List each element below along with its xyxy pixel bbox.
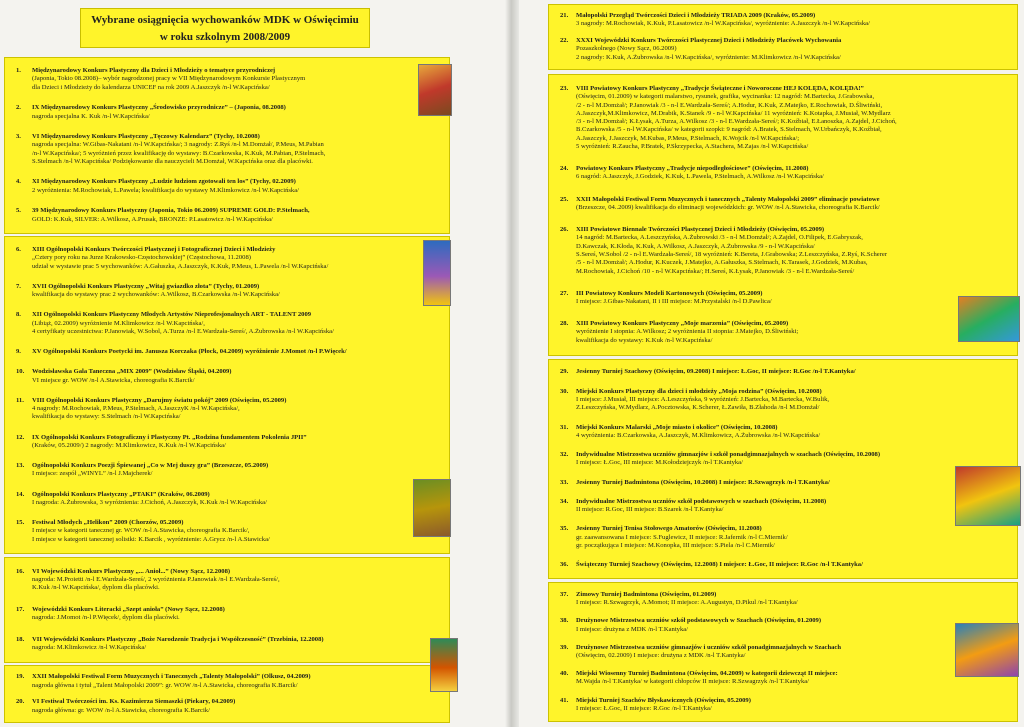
achievement-text-line: 5 wyróżnień: R.Zaucha, P.Bratek, P.Skrzypecka, A.Stachera, M.Zajas /n-l W.Kapcińska/ xyxy=(576,143,809,151)
achievement-text-line: XXXI Wojewódzki Konkurs Twórczości Plastycznej Dzieci i Młodzieży Placówek Wychowania xyxy=(576,36,842,44)
achievement-text-line: Małopolski Przegląd Twórczości Dzieci i Młodzieży TRIADA 2009 (Kraków, 05.2009) xyxy=(576,12,816,20)
achievement-text-line: Ogólnopolski Konkurs Poezji Śpiewanej „Co w Mej duszy gra” (Brzeszcze, 05.2009) xyxy=(32,462,269,470)
achievement-number: 10. xyxy=(16,368,25,376)
achievement-number: 36. xyxy=(560,561,569,569)
achievement-text-line: nagroda specjalna K. Kuk /n-l W.Kapcińska/ xyxy=(32,112,150,120)
achievement-text-line: (Kraków, 05.2009/) 2 nagrody: M.Klimkowicz, K.Kuk /n-l W.Kapcińska/ xyxy=(32,441,226,449)
achievement-number: 18. xyxy=(16,635,25,643)
achievement-number: 38. xyxy=(560,617,569,625)
achievement-text-line: gr. początkująca I miejsce: M.Konopka, III miejsce: S.Piela /n-l C.Miernik/ xyxy=(576,541,775,549)
achievement-number: 13. xyxy=(16,462,25,470)
artwork-thumbnail xyxy=(423,240,451,306)
achievement-number: 15. xyxy=(16,519,25,527)
achievement-number: 4. xyxy=(16,178,21,186)
achievement-text-line: udział w wystawie prac 5 wychowanków: A.Gałuszka, A.Jaszczyk, K.Kuk, P.Meus, L.Pawela /n-l W.Kapcińska/ xyxy=(32,262,329,270)
achievement-text-line: gr. zaawansowana I miejsce: S.Fuglewicz, II miejsce: R.Jafernik /n-l C.Miernik/ xyxy=(576,533,788,541)
achievement-number: 12. xyxy=(16,433,25,441)
achievement-text-line: Międzynarodowy Konkurs Plastyczny dla Dzieci i Młodzieży o tematyce przyrodniczej xyxy=(32,67,276,75)
achievement-text-line: Jesienny Turniej Tenisa Stołowego Amatorów (Oświęcim, 11.2008) xyxy=(576,525,762,533)
achievement-text-line: Z.Leszczyńska, W.Mydlarz, A.Pocztowska, K.Scherer, Ł.Zawiła, B.Złahoda /n-l M.Domżał/ xyxy=(576,404,820,412)
achievement-text-line: nagroda: M.Proietti /n-l E.Wardzała-Sereś/, 2 wyróżnienia P.Janowiak /n-l E.Wardzała-Sereś/, xyxy=(32,575,280,583)
achievement-number: 16. xyxy=(16,567,25,575)
achievement-number: 32. xyxy=(560,451,569,459)
achievement-text-line: Indywidualne Mistrzostwa uczniów szkół podstawowych w szachach (Oświęcim, 11.2008) xyxy=(576,497,827,505)
achievement-text-line: I miejsce w kategorii tanecznej gr. WOW /n-l A.Stawicka, choreografia K.Barcik/, xyxy=(32,527,250,535)
achievement-text-line: VI miejsce gr. WOW /n-l A.Stawicka, choreografia K.Barcik/ xyxy=(32,376,195,384)
achievement-text-line: 4 certyfikaty uczestnictwa: P.Janowiak, W.Sobol, A.Turza /n-l E.Wardzała-Sereś/, A.Żubrowska /n-l W.Kapcińska/ xyxy=(32,327,334,335)
achievement-text-line: I miejsce: Ł.Goc, II miejsce: R.Goc /n-l T.Kantyka/ xyxy=(576,704,712,712)
achievement-number: 26. xyxy=(560,226,569,234)
achievement-number: 39. xyxy=(560,643,569,651)
title-box xyxy=(80,8,370,48)
achievement-text-line: S.Stelmach /n-l W.Kapcińska/ Podziękowanie dla nauczycieli M.Domżał, W.Kapcińska oraz dla placówki. xyxy=(32,157,313,165)
achievement-text-line: Drużynowe Mistrzostwa uczniów szkół podstawowych w Szachach (Oświęcim, 01.2009) xyxy=(576,617,822,625)
achievement-text-line: Zimowy Turniej Badmintona (Oświęcim, 01.2009) xyxy=(576,590,717,598)
achievement-text-line: XVII Ogólnopolski Konkurs Plastyczny „Witaj gwiazdko złota” (Tychy, 01.2009) xyxy=(32,282,260,290)
achievement-number: 19. xyxy=(16,673,25,681)
achievement-number: 17. xyxy=(16,605,25,613)
achievement-text-line: I nagroda: A.Żubrowska, 3 wyróżnienia: J.Cichoń, A.Jaszczyk, K.Kuk /n-l W.Kapcińska/ xyxy=(32,498,267,506)
achievement-number: 37. xyxy=(560,590,569,598)
achievement-text-line: VI Wojewódzki Konkurs Plastyczny „... Anioł...” (Nowy Sącz, 12.2008) xyxy=(32,567,231,575)
achievement-text-line: kwalifikacja do wystawy: S.Stelmach /n-l W.Kapcińska/ xyxy=(32,413,181,421)
achievement-number: 3. xyxy=(16,133,21,141)
achievement-text-line: M.Wajda /n-l T.Kantyka/ w kategorii chłopców II miejsce: R.Szwagrzyk /n-l T.Kantyka/ xyxy=(576,678,809,686)
achievement-text-line: Pozaszkolnego (Nowy Sącz, 06.2009) xyxy=(576,45,677,53)
achievement-text-line: I miejsce: Ł.Goc, III miejsce: M.Kołodziejczyk /n-l T.Kantyka/ xyxy=(576,459,743,467)
achievement-number: 20. xyxy=(16,698,25,706)
achievement-number: 31. xyxy=(560,423,569,431)
achievement-text-line: Indywidualne Mistrzostwa uczniów gimnazjów i szkół ponadgimnazjalnych w szachach (Oświęcim, 10.2008) xyxy=(576,451,881,459)
achievement-text-line: VI Festiwal Twórczości im. Ks. Kazimierza Siemaszki (Piekary, 04.2009) xyxy=(32,698,236,706)
achievement-number: 7. xyxy=(16,282,21,290)
achievement-text-line: I miejsce: J.Gibas-Nakatani, II i III miejsce: M.Przystalski /n-l D.Pawlica/ xyxy=(576,298,772,306)
achievement-number: 41. xyxy=(560,696,569,704)
achievement-number: 27. xyxy=(560,289,569,297)
achievement-text-line: (Japonia, Tokio 08.2008)– wybór nagrodzonej pracy w VII Międzynarodowym Konkursie Plastycznym xyxy=(32,75,306,83)
achievement-number: 8. xyxy=(16,311,21,319)
achievement-text-line: A.Jaszczyk,M.Klimkowicz, M.Drabik, K.Stanek /9 - n-l W.Kapcińska/ 11 wyróżnień: K.Kotapka, J.Musiał, W.Mydlarz xyxy=(576,109,891,117)
achievement-text-line: /5 - n-l M.Domżał/; A.Hodur, K.Kuczek, J.Matejko, A.Gałuszka, S.Stelmach, K.Tarasek, J.Godziek, M.Kubas, xyxy=(576,259,868,267)
achievement-text-line: II miejsce: R.Goc, III miejsce: B.Szarek /n-l T.Kantyka/ xyxy=(576,506,724,514)
achievement-text-line: K.Kuk /n-l W.Kapcińska/, dyplom dla placówki. xyxy=(32,584,160,592)
achievement-text-line: Drużynowe Mistrzostwa uczniów gimnazjów i uczniów szkół ponadgimnazjalnych w Szachach xyxy=(576,643,842,651)
achievement-text-line: XIII Powiatowy Konkurs Plastyczny „Moje marzenia” (Oświęcim, 05.2009) xyxy=(576,320,789,328)
achievement-text-line: Jesienny Turniej Badmintona (Oświęcim, 10.2008) I miejsce: R.Szwagrzyk /n-l T.Kantyka/ xyxy=(576,478,830,486)
achievement-number: 21. xyxy=(560,12,569,20)
page-gutter xyxy=(505,0,519,727)
achievement-text-line: kwalifikacja do wystawy: K.Kuk /n-l W.Kapcińska/ xyxy=(576,336,713,344)
achievement-number: 35. xyxy=(560,525,569,533)
achievement-number: 2. xyxy=(16,104,21,112)
achievement-number: 29. xyxy=(560,368,569,376)
achievement-text-line: 14 nagród: M.Bartecka, A.Leszczyńska, A.Żubrowski /3 - n-l M.Domżał/; A.Zajdel, O.Filipek, E.Gabryszak, xyxy=(576,234,863,242)
achievement-text-line: IX Ogólnopolski Konkurs Fotograficzny i Plastyczny Pt. „Rodzina fundamentem Pokolenia JPII” xyxy=(32,433,307,441)
achievement-text-line: B.Czarkowska /5 - n-l W.Kapcińska/ w kategorii szopki: 9 nagród: A.Bratek, S.Stelmach, W.Urbańczyk, K.Koźbiał, xyxy=(576,126,882,134)
achievement-number: 5. xyxy=(16,207,21,215)
achievement-text-line: Miejski Konkurs Plastyczny dla dzieci i młodzieży „Moja rodzina” (Oświęcim, 10.2008) xyxy=(576,387,822,395)
achievement-number: 24. xyxy=(560,165,569,173)
achievement-text-line: Świąteczny Turniej Szachowy (Oświęcim, 12.2008) I miejsce: Ł.Goc, II miejsce: R.Goc /n-l T.Kantyka/ xyxy=(576,561,863,569)
achievement-number: 25. xyxy=(560,195,569,203)
achievement-text-line: 4 nagrody: M.Rochowiak, P.Meus, P.Stelmach, A.JaszczyK /n-l W.Kapcińska/, xyxy=(32,405,240,413)
artwork-thumbnail xyxy=(958,296,1020,342)
achievement-text-line: XXII Małopolski Festiwal Form Muzycznych i Tanecznych „Talenty Małopolski” (Olkusz, 04.2009) xyxy=(32,673,311,681)
achievement-number: 9. xyxy=(16,348,21,356)
achievement-text-line: XI Międzynarodowy Konkurs Plastyczny „Ludzie ludziom zgotowali ten los” (Tychy, 02.2009) xyxy=(32,178,296,186)
achievement-text-line: XXII Małopolski Festiwal Form Muzycznych i tanecznych „Talenty Małopolski 2009” eliminacje powiatowe xyxy=(576,195,880,203)
achievement-text-line: III Powiatowy Konkurs Modeli Kartonowych (Oświęcim, 05.2009) xyxy=(576,289,763,297)
achievement-number: 23. xyxy=(560,84,569,92)
achievement-text-line: Ogólnopolski Konkurs Plastyczny „PTAKI” (Kraków, 06.2009) xyxy=(32,490,210,498)
achievement-text-line: Festiwal Młodych „Helikon” 2009 (Chorzów, 05.2009) xyxy=(32,519,184,527)
achievement-text-line: nagroda główna: gr. WOW /n-l A.Stawicka, choreografia K.Barcik/ xyxy=(32,706,210,714)
achievement-text-line: Powiatowy Konkurs Plastyczny „Tradycje niepodległościowe” (Oświęcim, 11.2008) xyxy=(576,165,809,173)
achievement-text-line: nagroda: J.Momot /n-l P.Więcek/, dyplom dla placówki. xyxy=(32,614,180,622)
artwork-thumbnail xyxy=(430,638,458,692)
achievement-text-line: (Libiąż, 02.2009) wyróżnienie M.Klimkowicz /n-l W.Kapcińska/, xyxy=(32,319,205,327)
achievement-text-line: nagroda specjalna: W.Gibas-Nakatani /n-l W.Kapcińska/; 3 nagrody: Z.Ryś /n-l M.Domżał/, P.Meus, M.Pabian xyxy=(32,141,324,149)
achievement-text-line: VII Wojewódzki Konkurs Plastyczny „Boże Narodzenie Tradycja i Współczesność” (Trzebinia, 12.2008) xyxy=(32,635,324,643)
achievement-text-line: 4 wyróżnienia: B.Czarkowska, A.Jaszczyk, M.Klimkowicz, A.Żubrowska /n-l W.Kapcińska/ xyxy=(576,431,821,439)
achievement-text-line: XIII Powiatowe Biennale Twórczości Plastycznej Dzieci i Młodzieży (Oświęcim, 05.2009) xyxy=(576,226,825,234)
achievement-text-line: 6 nagród: A.Jaszczyk, J.Godziek, K.Kuk, L.Pawela, P.Stelmach, A.Wilkosz /n-l W.Kapcińska/ xyxy=(576,173,824,181)
artwork-thumbnail xyxy=(413,479,451,537)
achievement-text-line: (Brzeszcze, 04..2009) kwalifikacja do eliminacji wojewódzkich: gr. WOW /n-l A.Stawicka, choreografia K.Barcik/ xyxy=(576,203,880,211)
achievement-number: 30. xyxy=(560,387,569,395)
achievement-text-line: nagroda główna i tytuł „Talent Małopolski 2009”: gr. WOW /n-l A.Stawicka, choreografia K.Barcik/ xyxy=(32,681,298,689)
achievement-text-line: Miejski Turniej Szachów Błyskawicznych (Oświęcim, 05.2009) xyxy=(576,696,751,704)
achievement-text-line: GOLD: K.Kuk, SILVER: A.Wilkosz, A.Prusak, BRONZE: P.Lasatowicz /n-l W.Kapcińska/ xyxy=(32,215,273,223)
achievement-text-line: VI Międzynarodowy Konkurs Plastyczny „Tęczowy Kalendarz” (Tychy, 10.2008) xyxy=(32,133,260,141)
achievement-text-line: wyróżnienie I stopnia: A.Wilkosz; 2 wyróżnienia II stopnia: J.Matejko, D.Śliwiński; xyxy=(576,328,799,336)
achievement-text-line: 3 nagrody: M.Rochowiak, K.Kuk, P.Lasatowicz /n-l W.Kapcińska/, wyróżnienie: A.Jaszczyk /n-l W.Kapcińska/ xyxy=(576,20,870,28)
artwork-thumbnail xyxy=(418,64,452,116)
achievement-text-line: nagroda: M.Klimkowicz /n-l W.Kapcińska/ xyxy=(32,644,147,652)
achievement-text-line: Jesienny Turniej Szachowy (Oświęcim, 09.2008) I miejsce: Ł.Goc, II miejsce: R.Goc /n-l T.Kantyka/ xyxy=(576,368,856,376)
achievement-text-line: /2 - n-l M.Domżał/; P.Janowiak /3 - n-l E.Wardzała-Sereś/; A.Hodur, K.Kuk, Z.Matejko, E.Rochowiak, D.Śliwiński, xyxy=(576,101,883,109)
achievement-text-line: kwalifikacja do wystawy prac 2 wychowanków: A.Wilkosz, B.Czarkowska /n-l W.Kapcińska/ xyxy=(32,291,280,299)
artwork-thumbnail xyxy=(955,623,1019,677)
achievement-text-line: (Oświęcim, 02.2009) I miejsce: drużyna z MDK /n-l T.Kantyka/ xyxy=(576,652,746,659)
artwork-thumbnail xyxy=(955,466,1021,526)
achievement-text-line: Wojewódzki Konkurs Literacki „Szept anioła” (Nowy Sącz, 12.2008) xyxy=(32,605,225,613)
title-line-1: Wybrane osiągnięcia wychowanków MDK w Oświęcimiu xyxy=(91,14,359,26)
achievement-text-line: 2 wyróżnienia: M.Rochowiak, L.Pawela; kwalifikacja do wystawy M.Klimkowicz /n-l W.Kapcińska/ xyxy=(32,186,299,194)
achievement-text-line: Wodzisławska Gala Taneczna „MIX 2009” (Wodzisław Śląski, 04.2009) xyxy=(32,368,232,376)
achievement-number: 28. xyxy=(560,320,569,328)
achievement-number: 6. xyxy=(16,245,21,253)
achievement-text-line: I miejsce w kategorii tanecznej solistki: K.Barcik , wyróżnienie: A.Grycz /n-l A.Stawicka/ xyxy=(32,535,270,543)
achievement-text-line: XII Ogólnopolski Konkurs Plastyczny Młodych Artystów Nieprofesjonalnych ART - TALENT 2009 xyxy=(32,311,312,319)
achievement-text-line: /3 - n-l M.Domżał/; K.Łysak, A.Turza, A.Wilkosz /3 - n-l E.Wardzała-Sereś/; K.Koźbiał, E.Łanoszka, A.Zajdel, J.Cichoń, xyxy=(576,118,897,126)
achievement-number: 14. xyxy=(16,490,25,498)
achievement-number: 34. xyxy=(560,497,569,505)
achievement-text-line: dla Dzieci i Młodzieży do kalendarza UNICEF na rok 2009 A.Jaszczyk /n-l W.Kapcińska/ xyxy=(32,83,270,91)
achievement-text-line: M.Rochowiak, J.Cichoń /10 - n-l W.Kapcińska/; H.Sereś, K.Łysak, P.Janowiak /3 - n-l E.Wardzała-Sereś/ xyxy=(576,267,855,275)
achievement-text-line: 2 nagrody: K.Kuk, A.Żubrowska /n-l W.Kapcińska/, wyróżnienie: M.Klimkowicz /n-l W.Kapcińska/ xyxy=(576,53,841,61)
achievement-text-line: I miejsce: drużyna z MDK /n-l T.Kantyka/ xyxy=(576,625,688,633)
achievement-text-line: 39 Międzynarodowy Konkurs Plastyczny (Japonia, Tokio 06.2009) SUPREME GOLD: P.Stelmach, xyxy=(32,207,310,215)
achievement-number: 40. xyxy=(560,670,569,678)
achievement-number: 11. xyxy=(16,396,24,404)
achievement-number: 22. xyxy=(560,36,569,44)
achievement-text-line: XIII Ogólnopolski Konkurs Twórczości Plastycznej i Fotograficznej Dzieci i Młodzieży xyxy=(32,245,276,253)
achievement-text-line: I miejsce: J.Musiał, III miejsce: A.Leszczyńska, 9 wyróżnień: J.Bartecka, M.Bartecka, W.Bulik, xyxy=(576,396,830,403)
achievement-text-line: I miejsce: R.Szwagrzyk, A.Momot; II miejsce: A.Augustyn, D.Pikul /n-l T.Kantyka/ xyxy=(576,599,798,607)
achievement-text-line: IX Międzynarodowy Konkurs Plastyczny „Środowisko przyrodnicze” – (Japonia, 08.2008) xyxy=(32,104,286,112)
achievement-text-line: XV Ogólnopolski Konkurs Poetycki im. Janusza Korczaka (Płock, 04.2009) wyróżnienie J.Momot /n-l P.Więcek/ xyxy=(32,348,347,356)
title-line-2: w roku szkolnym 2008/2009 xyxy=(159,31,291,43)
achievement-text-line: Miejski Konkurs Malarski „Moje miasto i okolice” (Oświęcim, 10.2008) xyxy=(576,423,778,431)
achievement-text-line: Miejski Wiosenny Turniej Badmintona (Oświęcim, 04.2009) w kategorii dziewcząt II miejsce: xyxy=(576,670,838,678)
achievement-number: 33. xyxy=(560,478,569,486)
achievement-text-line: VIII Powiatowy Konkurs Plastyczny „Tradycje Świąteczne i Noworoczne HEJ KOLĘDA, KOLĘDA!” xyxy=(576,84,864,92)
achievement-text-line: S.Sereś, W.Sobol /2 - n-l E.Wardzała-Sereś/, 18 wyróżnień: K.Bereta, J.Grabowska; Z.Leszczyńska, Z.Ryś, K.Scherer xyxy=(576,250,888,258)
achievement-text-line: „Cztery pory roku na Jurze Krakowsko-Częstochowskiej” (Częstochowa, 11.2008) xyxy=(32,254,251,262)
achievement-text-line: I miejsce: zespół „WINYL” /n-l J.Majcherek/ xyxy=(32,470,153,478)
achievement-text-line: VIII Ogólnopolski Konkurs Plastyczny „Darujmy światu pokój” 2009 (Oświęcim, 05.2009) xyxy=(32,396,287,404)
achievement-number: 1. xyxy=(16,67,21,75)
achievement-text-line: D.Kawczak, K.Kłoda, K.Kuk, A.Wilkosz, A.Jaszczyk, A.Żubrowska /9 - n-l W.Kapcińska/ xyxy=(576,242,815,250)
achievement-text-line: (Oświęcim, 01.2009) w kategorii malarstwo, rysunek, grafika, wycinanka: 12 nagród: M.Bartecka, J.Grabowska, xyxy=(576,93,875,101)
achievement-text-line: /n-l W.Kapcińska/; 5 wyróżnień przez kwalifikację do wystawy: B.Czarkowska, K.Kuk, M.Pabian, P.Stelmach, xyxy=(32,149,326,157)
achievement-text-line: A.Jaszczyk, J.Jaszczyk, M.Kubas, P.Meus, P.Stelmach, K.Wojcik /n-l W.Kapcińska/; xyxy=(576,134,800,142)
